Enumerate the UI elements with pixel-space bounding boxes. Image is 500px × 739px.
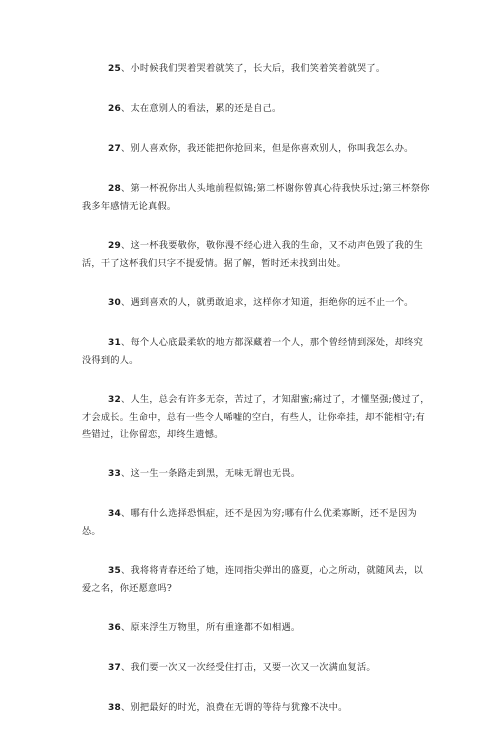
- quote-item: [82, 699, 432, 717]
- quote-text: 、哪有什么选择恐惧症，还不是因为穷;哪有什么优柔寡断，还不是因为怂。: [82, 508, 417, 537]
- quote-text: 、遇到喜欢的人，就勇敢追求，这样你才知道，拒绝你的远不止一个。: [121, 297, 414, 308]
- quote-text: 、第一杯祝你出人头地前程似锦;第二杯谢你曾真心待我快乐过;第三杯祭你我多年感情无论真假。: [82, 183, 430, 212]
- quote-item: [82, 505, 432, 540]
- quote-item: [82, 140, 432, 158]
- quote-item: [82, 180, 432, 215]
- quote-number: 31: [108, 338, 122, 348]
- quote-text: 、别把最好的时光，浪费在无谓的等待与犹豫不决中。: [121, 702, 348, 713]
- quote-text: 、小时候我们哭着哭着就笑了，长大后，我们笑着笑着就哭了。: [121, 63, 386, 74]
- quote-item: [82, 237, 432, 272]
- quote-item: [82, 334, 432, 369]
- quote-text: 、太在意别人的看法，累的还是自己。: [121, 103, 282, 114]
- quote-number: 33: [108, 469, 122, 479]
- quote-text: 、这一生一条路走到黑，无味无谓也无畏。: [121, 468, 301, 479]
- quote-text: 、别人喜欢你，我还能把你抢回来，但是你喜欢别人，你叫我怎么办。: [121, 143, 414, 154]
- quote-number: 29: [108, 241, 122, 251]
- quote-item: [82, 100, 432, 118]
- quote-number: 27: [108, 144, 122, 154]
- quote-number: 28: [108, 184, 122, 194]
- quote-number: 36: [108, 623, 122, 633]
- quote-text: 、我将将青春还给了她，连同指尖弹出的盛夏，心之所动，就随风去，以爱之名，你还愿意吗?: [82, 565, 424, 594]
- quote-item: [82, 562, 432, 597]
- quote-number: 25: [108, 64, 122, 74]
- quote-text: 、这一杯我要敬你，敬你漫不经心进入我的生命，又不动声色毁了我的生活，干了这杯我们只字不提爱情。据了解，暂时还未找到出处。: [82, 240, 424, 269]
- quote-number: 32: [108, 395, 122, 405]
- quote-number: 38: [108, 703, 122, 713]
- quote-list: [82, 60, 432, 739]
- quote-item: [82, 391, 432, 443]
- quote-text: 、我们要一次又一次经受住打击，又要一次又一次满血复活。: [121, 662, 376, 673]
- quote-item: [82, 619, 432, 637]
- quote-number: 37: [108, 663, 122, 673]
- quote-item: [82, 294, 432, 312]
- quote-item: [82, 465, 432, 483]
- quote-item: [82, 60, 432, 78]
- quote-number: 34: [108, 509, 122, 519]
- quote-number: 30: [108, 298, 122, 308]
- quote-number: 26: [108, 104, 122, 114]
- quote-number: 35: [108, 566, 122, 576]
- quote-text: 、人生，总会有许多无奈，苦过了，才知甜蜜;痛过了，才懂坚强;傻过了，才会成长。生命中，总有一些令人唏嘘的空白，有些人，让你牵挂，却不能相守;有些错过，让你留恋，却终生遗憾。: [82, 394, 430, 440]
- quote-item: [82, 659, 432, 677]
- quote-text: 、原来浮生万物里，所有重逢都不如相遇。: [121, 622, 301, 633]
- quote-text: 、每个人心底最柔软的地方都深藏着一个人，那个曾经情到深处，却终究没得到的人。: [82, 337, 424, 366]
